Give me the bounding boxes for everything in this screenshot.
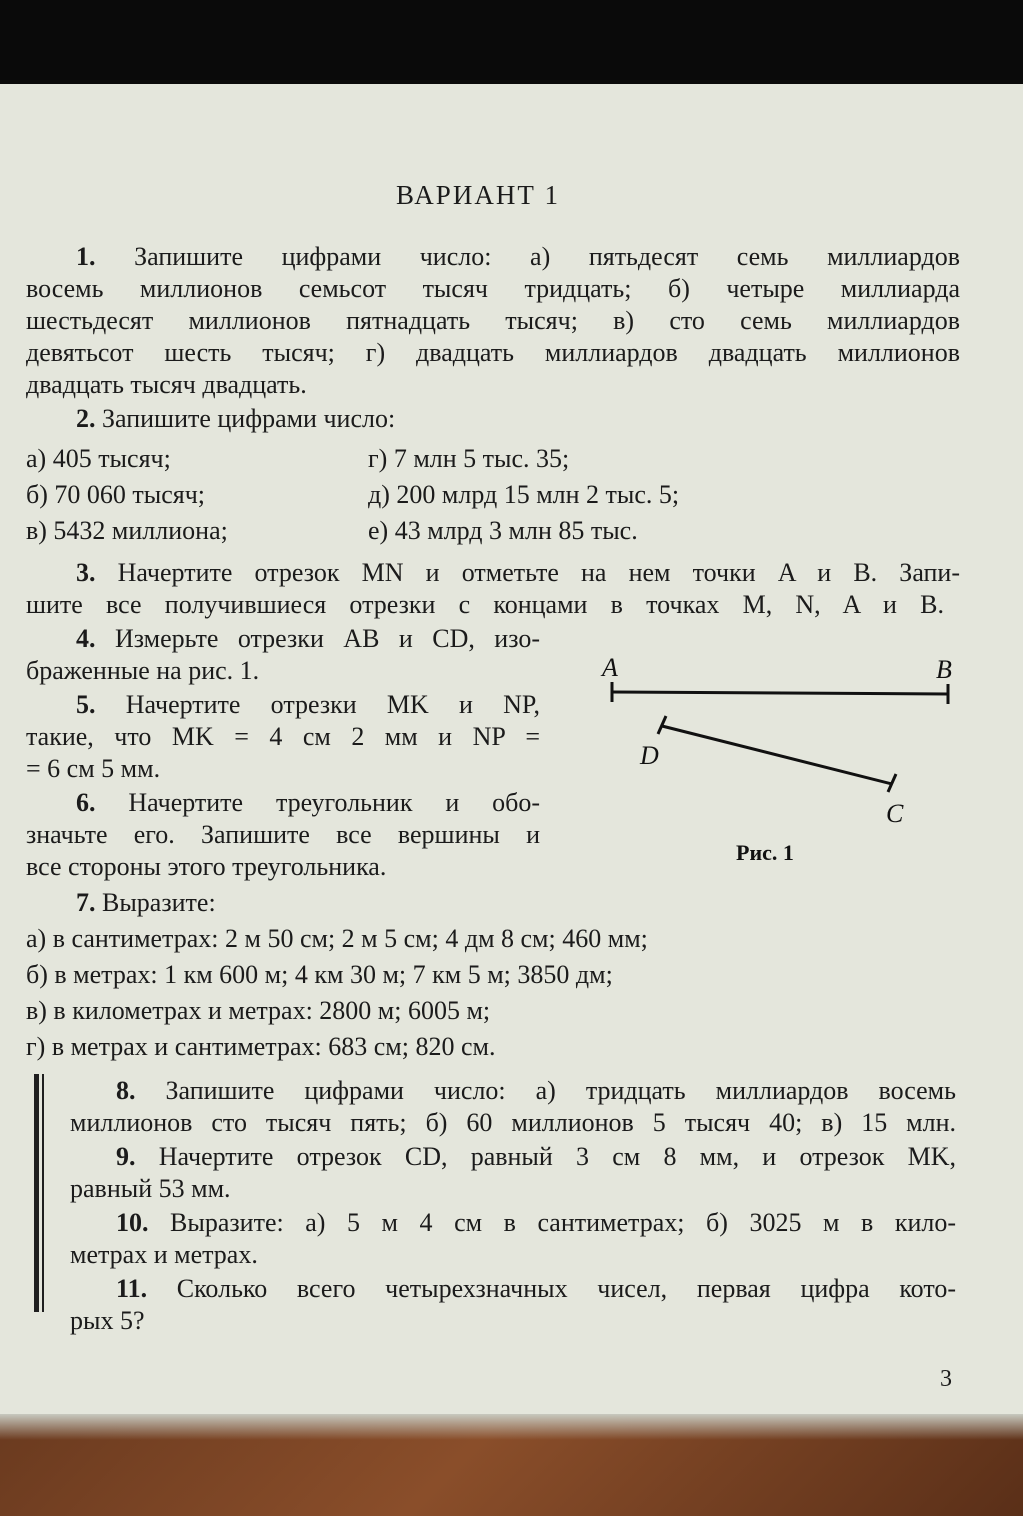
task-2-title-line — [76, 402, 395, 435]
task-5-number: 5. — [76, 690, 96, 719]
task-7-line-g: г) в метрах и сантиметрах: 683 см; 820 см. — [26, 1032, 496, 1061]
task-9-text: Начертите отрезок CD, равный 3 см 8 мм, и отрезок MK, — [158, 1142, 957, 1171]
task-8-text: Запишите цифрами число: а) тридцать миллиардов восемь — [165, 1076, 956, 1105]
task-4-text: Измерьте отрезки AB и CD, изо- — [114, 624, 540, 653]
tick-d — [658, 716, 666, 734]
task-7-line-a: а) в сантиметрах: 2 м 50 см; 2 м 5 см; 4 дм 8 см; 460 мм; — [26, 924, 648, 953]
task-1-line-4: девятьсот шесть тысяч; г) двадцать миллиардов двадцать миллионов — [26, 338, 960, 367]
page-heading: ВАРИАНТ 1 — [396, 180, 561, 210]
task-2-title: Запишите цифрами число: — [102, 404, 396, 433]
task-7-line-b: б) в метрах: 1 км 600 м; 4 км 30 м; 7 км 5 м; 3850 дм; — [26, 960, 613, 989]
task-10-line-2: метрах и метрах. — [70, 1240, 258, 1269]
task-2-item-d: д) 200 млрд 15 млн 2 тыс. 5; — [368, 480, 680, 509]
task-2-item-g: г) 7 млн 5 тыс. 35; — [368, 444, 570, 473]
task-6-line-1 — [76, 786, 540, 819]
task-6-line-3: все стороны этого треугольника. — [26, 852, 387, 881]
task-2-item-a: а) 405 тысяч; — [26, 444, 171, 473]
task-4-line-1 — [76, 622, 540, 655]
label-c: C — [886, 799, 904, 828]
task-8-line-2: миллионов сто тысяч пять; б) 60 миллионов 5 тысяч 40; в) 15 млн. — [70, 1108, 956, 1137]
task-3-line-1 — [76, 556, 960, 589]
task-1-text: Запишите цифрами число: а) пятьдесят семь миллиардов — [134, 242, 960, 271]
task-8-line-1 — [116, 1074, 956, 1107]
task-10-line-1 — [116, 1206, 956, 1239]
task-2-item-e: е) 43 млрд 3 млн 85 тыс. — [368, 516, 638, 545]
task-1-line-2: восемь миллионов семьсот тысяч тридцать; б) четыре миллиарда — [26, 274, 960, 303]
label-b: B — [936, 655, 952, 684]
supplementary-marker-bar — [34, 1074, 39, 1312]
task-7-title: Выразите: — [102, 888, 216, 917]
task-3-number: 3. — [76, 558, 96, 587]
task-5-line-2: такие, что MK = 4 см 2 мм и NP = — [26, 722, 540, 751]
task-6-line-2: значьте его. Запишите все вершины и — [26, 820, 540, 849]
task-7-line-v: в) в километрах и метрах: 2800 м; 6005 м; — [26, 996, 491, 1025]
label-a: A — [602, 653, 618, 682]
task-7-title-line — [76, 886, 216, 919]
segment-ab — [612, 692, 948, 694]
task-3-line-2: шите все получившиеся отрезки с концами в точках M, N, A и B. — [26, 590, 944, 619]
task-3-text: Начертите отрезок MN и отметьте на нем точки A и B. Запи- — [117, 558, 961, 587]
task-5-text: Начертите отрезки MK и NP, — [125, 690, 540, 719]
task-11-number: 11. — [116, 1274, 148, 1303]
task-11-line-1 — [116, 1272, 956, 1305]
task-2-number: 2. — [76, 404, 96, 433]
label-d: D — [640, 741, 659, 770]
page-edge-shadow — [0, 1414, 1023, 1440]
task-11-line-2: рых 5? — [70, 1306, 145, 1335]
task-11-text: Сколько всего четырехзначных чисел, первая цифра кото- — [176, 1274, 957, 1303]
task-8-number: 8. — [116, 1076, 136, 1105]
task-1-line-1 — [76, 240, 960, 273]
task-5-line-1 — [76, 688, 540, 721]
task-1-line-3: шестьдесят миллионов пятнадцать тысяч; в) сто семь миллиардов — [26, 306, 960, 335]
task-1-number: 1. — [76, 242, 96, 271]
task-6-text: Начертите треугольник и обо- — [128, 788, 540, 817]
task-2-item-b: б) 70 060 тысяч; — [26, 480, 206, 509]
task-2-item-v: в) 5432 миллиона; — [26, 516, 228, 545]
task-10-text: Выразите: а) 5 м 4 см в сантиметрах; б) 3025 м в кило- — [170, 1208, 956, 1237]
task-10-number: 10. — [116, 1208, 149, 1237]
task-4-number: 4. — [76, 624, 96, 653]
task-9-line-2: равный 53 мм. — [70, 1174, 231, 1203]
page-number: 3 — [940, 1366, 952, 1392]
task-7-number: 7. — [76, 888, 96, 917]
task-5-line-3: = 6 см 5 мм. — [26, 754, 161, 783]
figure-1 — [590, 650, 980, 870]
segment-cd — [662, 726, 892, 784]
figure-caption: Рис. 1 — [736, 840, 794, 865]
task-9-line-1 — [116, 1140, 956, 1173]
textbook-page — [0, 84, 1023, 1414]
task-4-line-2: браженные на рис. 1. — [26, 656, 260, 685]
task-6-number: 6. — [76, 788, 96, 817]
task-9-number: 9. — [116, 1142, 136, 1171]
supplementary-marker-line — [42, 1074, 44, 1312]
task-1-line-5: двадцать тысяч двадцать. — [26, 370, 307, 399]
